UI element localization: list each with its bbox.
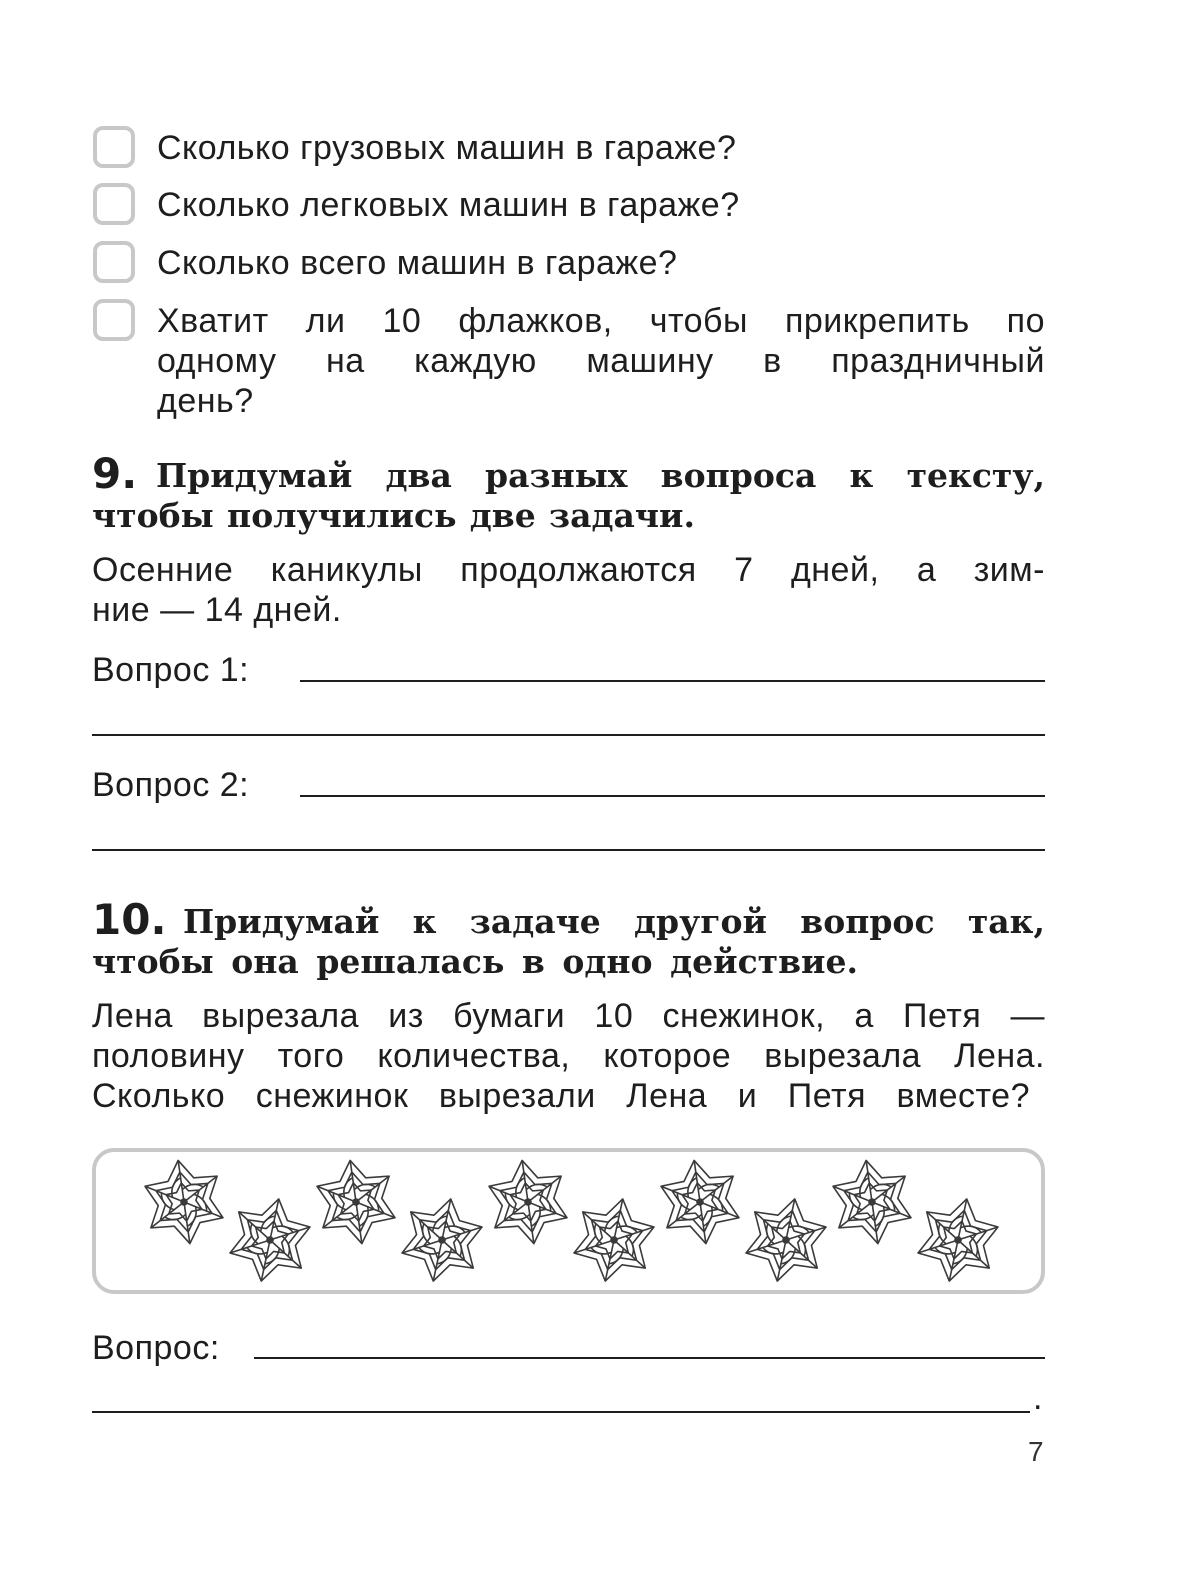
answer-checkbox-4[interactable] [93, 299, 135, 341]
question-2-answer-line-2[interactable] [92, 849, 1045, 851]
question-2-label: Вопрос 2: [92, 766, 250, 804]
question-1-answer-line-2[interactable] [92, 734, 1045, 736]
snowflake-10 [914, 1191, 1003, 1288]
answer-checkbox-3[interactable] [93, 241, 135, 283]
task-9-number: 9. [92, 449, 138, 498]
answer-option-2: Сколько легковых машин в гараже? [157, 186, 740, 224]
question-1-answer-line[interactable] [300, 680, 1045, 682]
answer-option-4-line-2: одному на каждую машину в праздничный [157, 342, 1045, 380]
snowflake-3 [314, 1155, 398, 1248]
task-9-title-line-1: Придумай два разных вопроса к тексту, [156, 456, 1045, 495]
snowflake-9 [830, 1155, 914, 1248]
snowflakes-svg [96, 1152, 1041, 1290]
question-2-answer-line[interactable] [300, 795, 1045, 797]
page-number: 7 [1028, 1436, 1044, 1467]
task-9-text-line-2: ние — 14 дней. [92, 591, 342, 629]
answer-option-4-line-3: день? [157, 382, 254, 420]
question-answer-line[interactable] [254, 1357, 1045, 1359]
snowflake-8 [742, 1191, 831, 1288]
snowflake-1 [142, 1155, 226, 1248]
snowflake-4 [398, 1191, 487, 1288]
snowflake-2 [226, 1191, 315, 1288]
task-10-text-line-3: Сколько снежинок вырезали Лена и Петя вместе? [92, 1077, 1030, 1115]
snowflake-6 [570, 1191, 659, 1288]
task-10-text-line-2: половину того количества, которое вырезала Лена. [92, 1037, 1045, 1075]
task-10-number: 10. [92, 895, 167, 944]
answer-option-3: Сколько всего машин в гараже? [157, 244, 678, 282]
snowflake-5 [486, 1155, 570, 1248]
snowflake-7 [658, 1155, 742, 1248]
task-9-title-line-2: чтобы получились две задачи. [92, 496, 695, 535]
task-10-title-line-2: чтобы она решалась в одно действие. [92, 942, 858, 981]
task-9-text-line-1: Осенние каникулы продолжаются 7 дней, а зим- [92, 551, 1045, 589]
task-10-text-line-1: Лена вырезала из бумаги 10 снежинок, а Петя — [92, 997, 1045, 1035]
question-1-label: Вопрос 1: [92, 651, 250, 689]
answer-option-1: Сколько грузовых машин в гараже? [157, 129, 737, 167]
answer-checkbox-1[interactable] [93, 126, 135, 168]
snowflakes-illustration [92, 1148, 1045, 1294]
answer-end-mark: . [1033, 1379, 1043, 1417]
question-answer-line-2[interactable] [92, 1411, 1030, 1413]
answer-option-4-line-1: Хватит ли 10 флажков, чтобы прикрепить по [157, 302, 1045, 340]
task-10-title-line-1: Придумай к задаче другой вопрос так, [183, 902, 1045, 941]
answer-checkbox-2[interactable] [93, 183, 135, 225]
question-label: Вопрос: [92, 1329, 220, 1367]
